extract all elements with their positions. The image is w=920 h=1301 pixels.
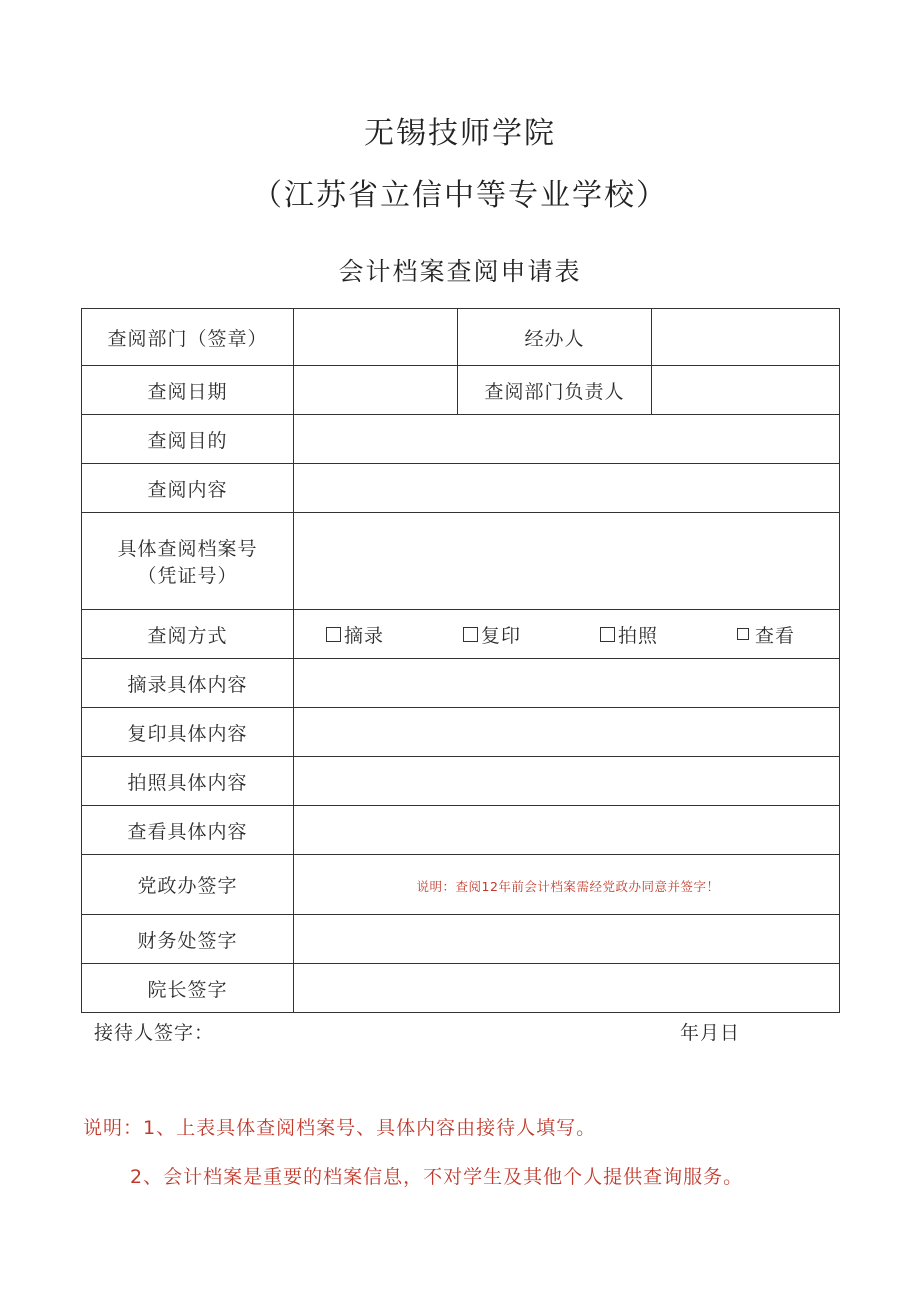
- photo-checkbox[interactable]: [600, 627, 615, 642]
- dept-field[interactable]: [294, 309, 458, 366]
- photo-label: 拍照: [617, 624, 658, 647]
- receiver-signature-label: 接待人签字：: [94, 1022, 215, 1044]
- method-option-copy[interactable]: [463, 621, 521, 648]
- archive-no-label: [82, 513, 294, 610]
- copy-checkbox[interactable]: [463, 627, 478, 642]
- view-checkbox[interactable]: [737, 628, 749, 640]
- handler-field[interactable]: [652, 309, 840, 366]
- handler-label: 经办人: [458, 309, 652, 366]
- form-row-president: [82, 964, 840, 1013]
- purpose-label: 查阅目的: [82, 415, 294, 464]
- excerpt-checkbox[interactable]: [326, 627, 341, 642]
- copy-detail-label: 复印具体内容: [82, 708, 294, 757]
- form-row-method: [82, 610, 840, 659]
- form-row-finance: [82, 915, 840, 964]
- archive-no-label-line1: 具体查阅档案号: [117, 538, 258, 560]
- photo-detail-field[interactable]: [294, 757, 840, 806]
- finance-field[interactable]: [294, 915, 840, 964]
- president-field[interactable]: [294, 964, 840, 1013]
- party-office-label: 党政办签字: [82, 855, 294, 915]
- dept-label: 查阅部门（签章）: [82, 309, 294, 366]
- date-field[interactable]: [294, 366, 458, 415]
- footer-note-2: 2、会计档案是重要的档案信息，不对学生及其他个人提供查询服务。: [130, 1166, 744, 1188]
- form-row-excerpt-detail: [82, 659, 840, 708]
- view-detail-label: 查看具体内容: [82, 806, 294, 855]
- finance-label: 财务处签字: [82, 915, 294, 964]
- date-placeholder: 年月日: [680, 1022, 741, 1044]
- method-option-excerpt[interactable]: [326, 621, 384, 648]
- method-option-photo[interactable]: [600, 621, 658, 648]
- purpose-field[interactable]: [294, 415, 840, 464]
- method-label: 查阅方式: [82, 610, 294, 659]
- institute-title: 无锡技师学院: [364, 116, 556, 151]
- dept-head-field[interactable]: [652, 366, 840, 415]
- party-office-note: 说明：查阅12年前会计档案需经党政办同意并签字！: [416, 878, 720, 894]
- party-office-field[interactable]: [294, 855, 840, 915]
- form-title: 会计档案查阅申请表: [338, 257, 582, 286]
- form-row-date: [82, 366, 840, 415]
- copy-label: 复印: [480, 624, 521, 647]
- president-label: 院长签字: [82, 964, 294, 1013]
- archive-no-field[interactable]: [294, 513, 840, 610]
- institute-subtitle: （江苏省立信中等专业学校）: [252, 178, 668, 213]
- form-row-content: [82, 464, 840, 513]
- method-options: [294, 610, 840, 659]
- date-label: 查阅日期: [82, 366, 294, 415]
- content-field[interactable]: [294, 464, 840, 513]
- form-row-photo-detail: [82, 757, 840, 806]
- method-option-view[interactable]: [737, 621, 795, 648]
- view-detail-field[interactable]: [294, 806, 840, 855]
- form-row-purpose: [82, 415, 840, 464]
- form-row-dept: [82, 309, 840, 366]
- excerpt-detail-field[interactable]: [294, 659, 840, 708]
- form-row-party-office: [82, 855, 840, 915]
- archive-no-label-line2: （凭证号）: [137, 565, 238, 587]
- dept-head-label: 查阅部门负责人: [458, 366, 652, 415]
- excerpt-label: 摘录: [344, 624, 385, 647]
- view-label: 查看: [754, 624, 795, 647]
- footer-note-1: 说明：1、上表具体查阅档案号、具体内容由接待人填写。: [83, 1117, 597, 1139]
- application-form-table: [81, 308, 840, 1013]
- photo-detail-label: 拍照具体内容: [82, 757, 294, 806]
- form-row-copy-detail: [82, 708, 840, 757]
- form-row-view-detail: [82, 806, 840, 855]
- copy-detail-field[interactable]: [294, 708, 840, 757]
- form-row-archive-no: [82, 513, 840, 610]
- content-label: 查阅内容: [82, 464, 294, 513]
- excerpt-detail-label: 摘录具体内容: [82, 659, 294, 708]
